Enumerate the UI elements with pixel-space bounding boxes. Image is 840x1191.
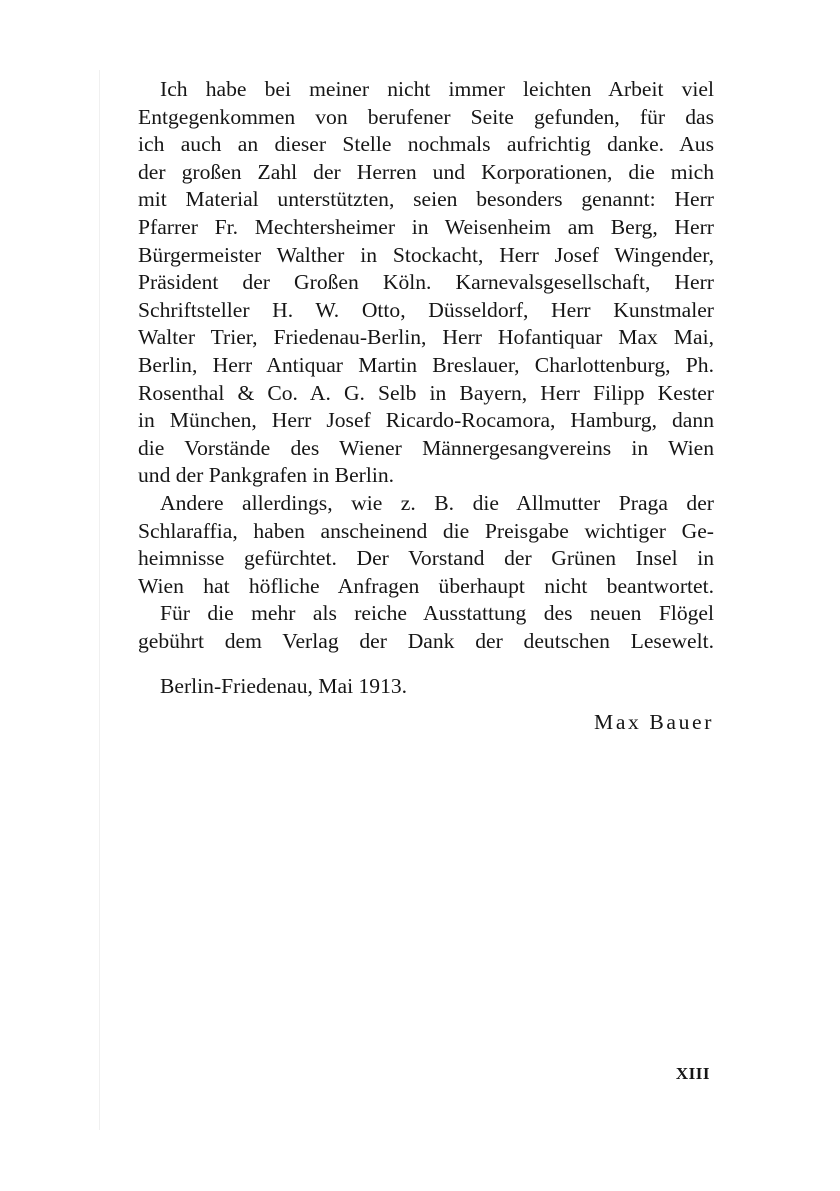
text-line: gebührt dem Verlag der Dank der deutschen Lesewelt. <box>138 628 714 653</box>
text-line: Wien hat höfliche Anfragen überhaupt nicht beantwortet. <box>138 573 714 598</box>
text-line: mit Material unterstützten, seien besonders genannt: Herr <box>138 187 714 212</box>
date-place: Berlin-Friedenau, Mai 1913. <box>160 674 408 698</box>
body-text <box>138 76 714 655</box>
text-line: die Vorstände des Wiener Männergesangvereins in Wien <box>138 435 714 460</box>
text-line: Schriftsteller H. W. Otto, Düsseldorf, Herr Kunstmaler <box>138 297 714 322</box>
text-line: Schlaraffia, haben anscheinend die Preisgabe wichtiger Ge- <box>138 518 714 543</box>
text-line: Entgegenkommen von berufener Seite gefunden, für das <box>138 104 714 129</box>
text-line: ich auch an dieser Stelle nochmals aufrichtig danke. Aus <box>138 132 714 157</box>
gutter-shadow-line <box>99 70 100 1130</box>
text-line: Andere allerdings, wie z. B. die Allmutter Praga der <box>160 490 714 515</box>
paragraph-publisher-thanks <box>138 600 714 655</box>
text-line: in München, Herr Josef Ricardo-Rocamora, Hamburg, dann <box>138 408 714 433</box>
text-line: und der Pankgrafen in Berlin. <box>138 463 395 488</box>
page-number: XIII <box>675 1064 710 1083</box>
text-line: Ich habe bei meiner nicht immer leichten Arbeit viel <box>160 77 714 101</box>
text-line: der großen Zahl der Herren und Korporationen, die mich <box>138 159 714 184</box>
paragraph-acknowledgements <box>138 76 714 490</box>
author-signature: Max Bauer <box>594 710 714 734</box>
text-line: Präsident der Großen Köln. Karnevalsgesellschaft, Herr <box>138 270 714 295</box>
paragraph-withheld-info <box>138 490 714 600</box>
text-line: Berlin, Herr Antiquar Martin Breslauer, Charlottenburg, Ph. <box>138 352 714 377</box>
text-line: Rosenthal & Co. A. G. Selb in Bayern, Herr Filipp Kester <box>138 380 714 405</box>
text-line: Für die mehr als reiche Ausstattung des neuen Flögel <box>160 601 714 626</box>
text-line: Bürgermeister Walther in Stockacht, Herr Josef Wingender, <box>138 242 714 267</box>
text-line: Pfarrer Fr. Mechtersheimer in Weisenheim am Berg, Herr <box>138 214 714 239</box>
text-line: Walter Trier, Friedenau-Berlin, Herr Hofantiquar Max Mai, <box>138 325 714 350</box>
text-line: heimnisse gefürchtet. Der Vorstand der Grünen Insel in <box>138 546 714 571</box>
